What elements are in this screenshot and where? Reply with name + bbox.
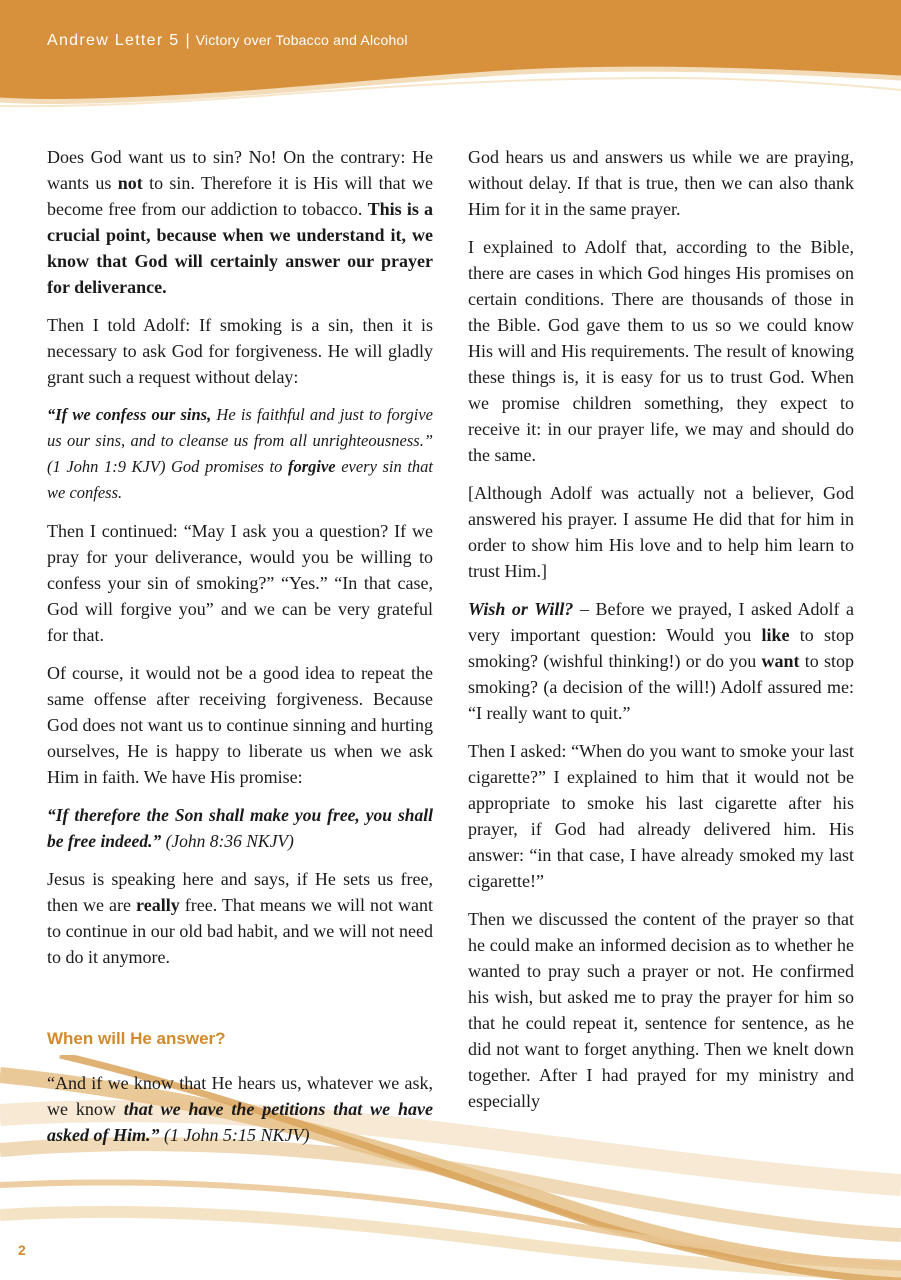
emphasis-text: like <box>761 625 790 645</box>
paragraph <box>468 480 854 584</box>
header-separator: | <box>185 32 190 49</box>
paragraph <box>47 660 433 790</box>
text-run: – Before we prayed, I asked Adolf a very important question: Would you <box>468 599 854 645</box>
text-run: Then I told Adolf: If smoking is a sin, then it is necessary to ask God for forgiveness. He will gladly grant such a request without delay: <box>47 315 433 387</box>
paragraph <box>47 144 433 300</box>
section-heading: When will He answer? <box>47 1029 226 1048</box>
paragraph <box>47 1070 433 1148</box>
paragraph <box>468 234 854 468</box>
scripture-quote <box>47 402 433 506</box>
left-column <box>47 144 433 1160</box>
running-header <box>47 32 408 50</box>
header-band <box>0 0 901 112</box>
paragraph <box>47 866 433 970</box>
text-run: free. That means we will not want to continue in our old bad habit, and we will not need to do it anymore. <box>47 895 434 967</box>
paragraph <box>468 144 854 222</box>
text-run: to sin. Therefore it is His will that we become free from our addiction to tobacco. <box>47 173 433 219</box>
emphasis-text: forgive <box>287 457 336 476</box>
text-run: “And if we know that He hears us, whatever we ask, we know <box>47 1073 433 1119</box>
text-run: to stop smoking? (wishful thinking!) or do you <box>468 625 854 671</box>
text-run: Then I asked: “When do you want to smoke your last cigarette?” I explained to him that it would not be appropriate to smoke his last cigarette after his prayer, if God had already delivered him. His answer: “in that case, I have already smoked my last cigarette!” <box>468 741 854 891</box>
emphasis-text: (John 8:36 NKJV) <box>161 831 294 851</box>
paragraph <box>468 906 854 1114</box>
text-run: to stop smoking? (a decision of the will!) Adolf assured me: “I really want to quit.” <box>468 651 854 723</box>
emphasis-text: Wish or Will? <box>468 599 574 619</box>
scripture-quote <box>47 802 433 854</box>
emphasis-text: (1 John 5:15 NKJV) <box>159 1125 310 1145</box>
text-run: Then we discussed the content of the prayer so that he could make an informed decision as to whether he wanted to pray such a prayer or not. He confirmed his wish, but asked me to pray the prayer for him so that he could repeat it, sentence for sentence, as he did not want to forget anything. Then we knelt down together. After I had prayed for my ministry and especially <box>468 909 854 1111</box>
paragraph <box>468 596 854 726</box>
paragraph <box>47 518 433 648</box>
page-number: 2 <box>18 1242 26 1258</box>
emphasis-text: want <box>761 651 800 671</box>
emphasis-text: not <box>117 173 143 193</box>
text-run: Of course, it would not be a good idea to repeat the same offense after receiving forgiveness. Because God does not want us to continue sinning and hurting ourselves, He is happy to liberate us when we ask Him in faith. We have His promise: <box>47 663 433 787</box>
header-topic: Victory over Tobacco and Alcohol <box>195 32 408 48</box>
paragraph <box>47 312 433 390</box>
emphasis-text: really <box>136 895 180 915</box>
paragraph <box>468 738 854 894</box>
right-column <box>468 144 854 1126</box>
emphasis-text: that we have the petitions that we have asked of Him.” <box>47 1099 433 1145</box>
emphasis-text: This is a crucial point, because when we understand it, we know that God will certainly answer our prayer for deliverance. <box>47 199 434 297</box>
text-run: I explained to Adolf that, according to the Bible, there are cases in which God hinges His promises on certain conditions. There are thousands of those in the Bible. God gave them to us so we could know His will and His requirements. The result of knowing these things is, it is easy for us to trust God. When we promise children something, they expect to receive it: in our prayer life, we may and should do the same. <box>468 237 854 465</box>
text-run: Does God want us to sin? No! On the contrary: He wants us <box>47 147 433 193</box>
header-series: Andrew Letter 5 <box>47 32 180 49</box>
text-run: Then I continued: “May I ask you a question? If we pray for your deliverance, would you be willing to confess your sin of smoking?” “Yes.” “In that case, God will forgive you” and we can be very grateful for that. <box>47 521 433 645</box>
text-run: every sin that we confess. <box>47 457 433 502</box>
text-run: [Although Adolf was actually not a believer, God answered his prayer. I assume He did that for him in order to show him His love and to help him learn to trust Him.] <box>468 483 854 581</box>
text-run: God hears us and answers us while we are praying, without delay. If that is true, then we can also thank Him for it in the same prayer. <box>468 147 854 219</box>
emphasis-text: “If we confess our sins, <box>47 405 212 424</box>
header-wave <box>0 0 901 112</box>
text-run: Jesus is speaking here and says, if He sets us free, then we are <box>47 869 433 915</box>
text-run: He is faithful and just to forgive us our sins, and to cleanse us from all unrighteousness.” (1 John 1:9 KJV) God promises to <box>47 405 434 476</box>
emphasis-text: “If therefore the Son shall make you free, you shall be free indeed.” <box>47 805 433 851</box>
